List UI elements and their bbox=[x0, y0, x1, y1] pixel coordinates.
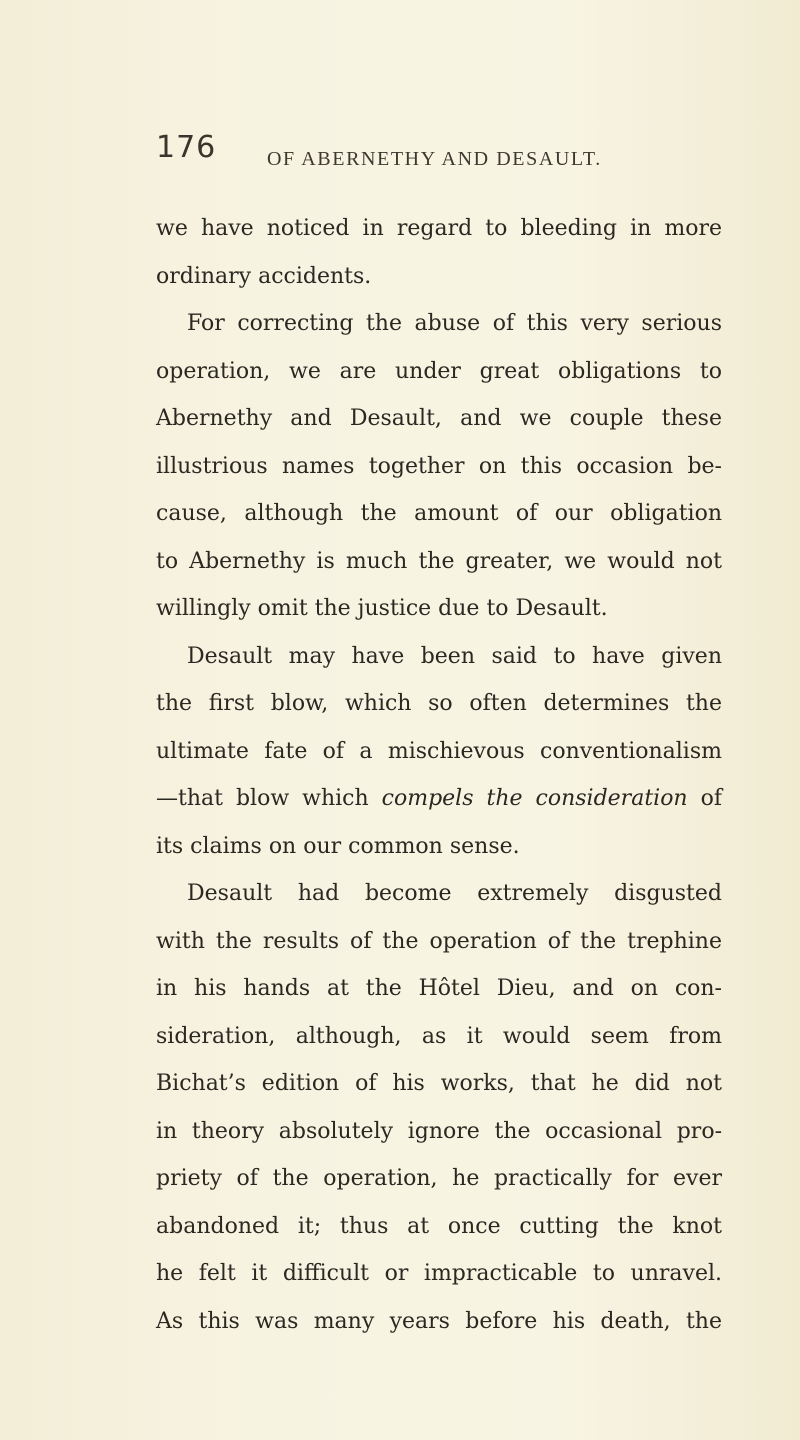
text-line: illustrious names together on this occasion be- bbox=[156, 453, 722, 479]
text-line: we have noticed in regard to bleeding in more bbox=[156, 216, 722, 241]
text-line: ultimate fate of a mischievous conventionalism bbox=[156, 738, 722, 764]
text-line: Bichat’s edition of his works, that he did not bbox=[156, 1071, 722, 1096]
page-number: 176 bbox=[156, 130, 217, 165]
text-line: in theory absolutely ignore the occasional pro- bbox=[156, 1118, 722, 1144]
text-line: ordinary accidents. bbox=[156, 263, 372, 289]
text-line: Abernethy and Desault, and we couple these bbox=[156, 406, 722, 431]
text-line bbox=[156, 775, 722, 823]
text-line: with the results of the operation of the trephine bbox=[156, 928, 722, 954]
text-line: Desault had become extremely disgusted bbox=[187, 881, 722, 906]
text-line: priety of the operation, he practically for ever bbox=[156, 1166, 722, 1191]
text-line: the first blow, which so often determines the bbox=[156, 691, 722, 716]
page-header bbox=[156, 130, 716, 190]
text-line: cause, although the amount of our obligation bbox=[156, 501, 722, 526]
text-segment: of bbox=[687, 786, 722, 811]
text-line: willingly omit the justice due to Desault. bbox=[156, 596, 608, 621]
text-line: to Abernethy is much the greater, we would not bbox=[156, 548, 722, 574]
text-line: Desault may have been said to have given bbox=[187, 643, 722, 669]
text-line: in his hands at the Hôtel Dieu, and on con- bbox=[156, 976, 722, 1001]
italic-phrase: compels the consideration bbox=[381, 786, 688, 811]
text-line: As this was many years before his death, the bbox=[156, 1308, 722, 1334]
text-line: its claims on our common sense. bbox=[156, 833, 520, 859]
running-head: OF ABERNETHY AND DESAULT. bbox=[267, 148, 602, 170]
body-text bbox=[156, 205, 722, 1345]
text-segment: —that blow which bbox=[156, 786, 382, 811]
text-line: sideration, although, as it would seem from bbox=[156, 1023, 722, 1049]
text-line: abandoned it; thus at once cutting the knot bbox=[156, 1213, 722, 1239]
text-line: For correcting the abuse of this very serious bbox=[187, 311, 722, 336]
text-line: operation, we are under great obligations to bbox=[156, 358, 722, 384]
text-line: he felt it difficult or impracticable to unravel. bbox=[156, 1261, 722, 1286]
